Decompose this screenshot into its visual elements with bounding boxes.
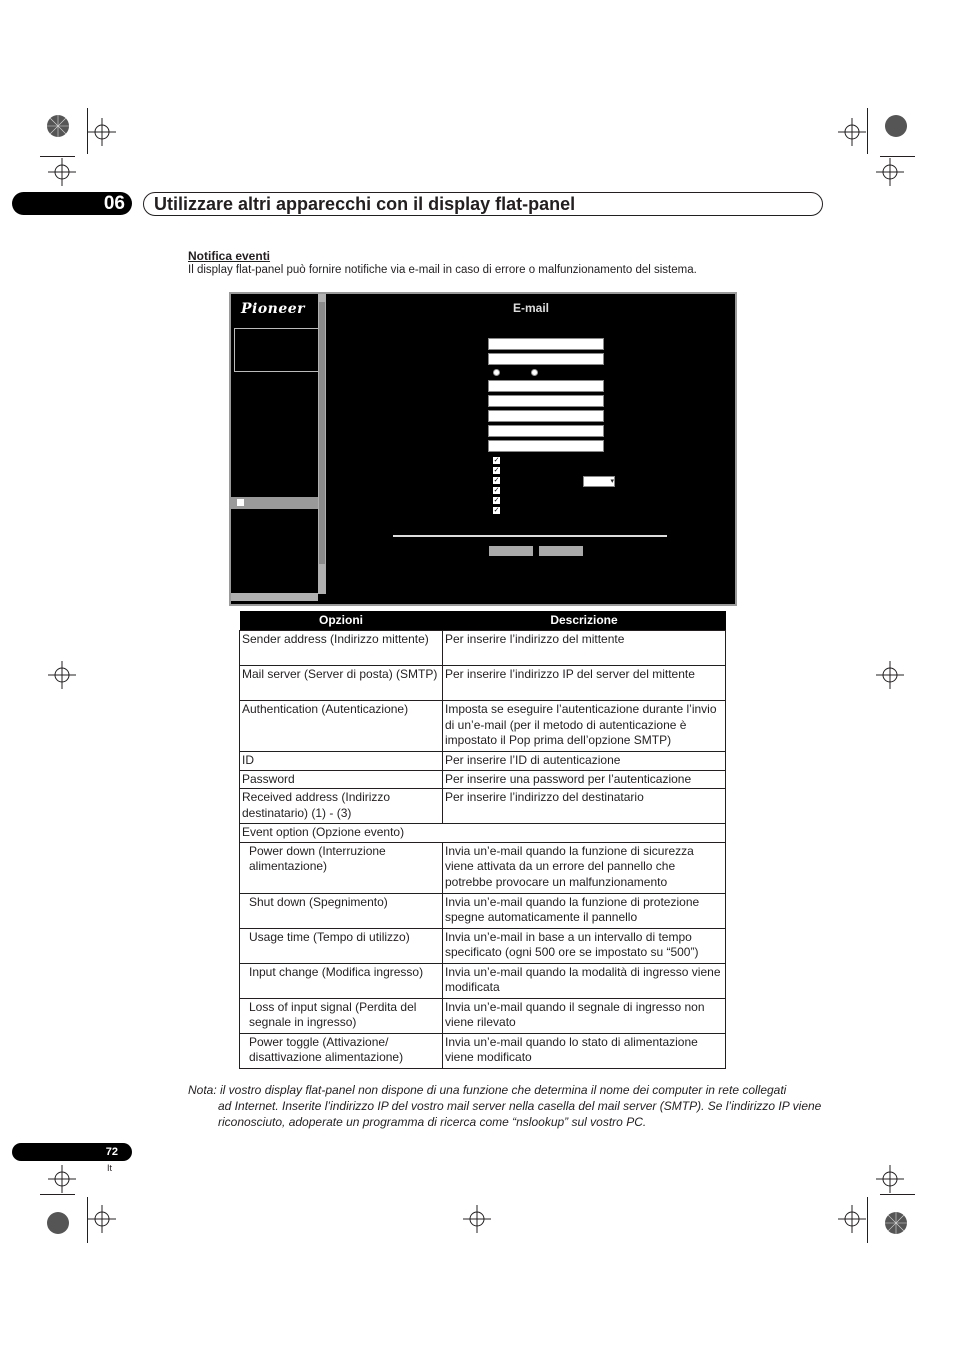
- description-cell: Per inserire l’indirizzo del destinatario: [443, 789, 726, 824]
- description-cell: Invia un’e-mail quando la modalità di ingresso viene modificata: [443, 963, 726, 998]
- table-row: [240, 631, 726, 666]
- power-down-checkbox: ✓: [493, 457, 500, 464]
- password-field: [488, 395, 604, 407]
- table-row: [240, 666, 726, 701]
- usage-time-checkbox: ✓: [493, 477, 500, 484]
- received-address-2-field: [488, 425, 604, 437]
- received-address-1-field: [488, 410, 604, 422]
- table-row: [240, 701, 726, 752]
- option-cell: Mail server (Server di posta) (SMTP): [240, 666, 443, 701]
- crosshair-icon: [838, 1205, 866, 1233]
- table-row: [240, 842, 726, 893]
- chapter-title-box: [143, 192, 823, 216]
- page-number-badge: [12, 1143, 132, 1161]
- option-cell: Authentication (Autenticazione): [240, 701, 443, 752]
- sender-address-field: [488, 338, 604, 350]
- screenshot-title: E-mail: [512, 301, 549, 315]
- description-cell: Invia un’e-mail quando la funzione di protezione spegne automaticamente il pannello: [443, 893, 726, 928]
- section-intro: Il display flat-panel può fornire notifiche via e-mail in caso di errore o malfunzionamento del sistema.: [188, 264, 697, 276]
- crosshair-icon: [48, 1165, 76, 1193]
- note-rest: ad Internet. Inserite l’indirizzo IP del vostro mail server nella casella del mail server (SMTP). Se l’indirizzo IP viene riconosciuto, adoperate un programma di ricerca come “nslookup” sul vostro PC.: [218, 1099, 822, 1129]
- option-cell: Power down (Interruzione alimentazione): [240, 842, 443, 893]
- power-toggle-checkbox: ✓: [493, 507, 500, 514]
- description-cell: Per inserire l’indirizzo IP del server del mittente: [443, 666, 726, 701]
- pioneer-logo: Pioneer: [241, 301, 306, 317]
- horizontal-scrollbar: [231, 593, 318, 601]
- sidebar-box: [234, 328, 320, 372]
- input-change-checkbox: ✓: [493, 487, 500, 494]
- crosshair-icon: [876, 661, 904, 689]
- screenshot-button-2: [539, 546, 583, 556]
- options-table: [239, 611, 726, 1069]
- note-lead: Nota: il vostro display flat-panel non dispone di una funzione che determina il nome dei computer in rete collegati: [188, 1083, 787, 1097]
- option-cell: Shut down (Spegnimento): [240, 893, 443, 928]
- crosshair-icon: [48, 158, 76, 186]
- screenshot-divider: [393, 535, 667, 537]
- registration-mark-icon: [878, 1205, 918, 1245]
- registration-mark-icon: [878, 108, 918, 148]
- option-cell: Power toggle (Attivazione/ disattivazione alimentazione): [240, 1033, 443, 1068]
- description-cell: Per inserire l’ID di autenticazione: [443, 752, 726, 771]
- language-code: It: [107, 1163, 113, 1173]
- section-heading: Notifica eventi: [188, 249, 271, 263]
- screenshot-button-1: [489, 546, 533, 556]
- email-settings-screenshot: [229, 292, 737, 606]
- table-row: [240, 1033, 726, 1068]
- crosshair-icon: [876, 158, 904, 186]
- crosshair-icon: [88, 118, 116, 146]
- option-cell: Usage time (Tempo di utilizzo): [240, 928, 443, 963]
- usage-time-select: [583, 476, 615, 487]
- crosshair-icon: [88, 1205, 116, 1233]
- table-row: [240, 770, 726, 789]
- description-cell: Invia un’e-mail quando il segnale di ingresso non viene rilevato: [443, 998, 726, 1033]
- chapter-number: 06: [103, 193, 125, 214]
- table-row: [240, 752, 726, 771]
- scrollbar-thumb: [319, 302, 325, 564]
- id-field: [488, 380, 604, 392]
- mail-server-field: [488, 353, 604, 365]
- description-cell: Per inserire l’indirizzo del mittente: [443, 631, 726, 666]
- chapter-number-badge: [12, 192, 132, 215]
- option-cell: Received address (Indirizzo destinatario) (1) - (3): [240, 789, 443, 824]
- option-cell: Input change (Modifica ingresso): [240, 963, 443, 998]
- vertical-scrollbar: [318, 294, 326, 594]
- option-cell: ID: [240, 752, 443, 771]
- description-cell: Per inserire una password per l’autenticazione: [443, 770, 726, 789]
- option-cell: Password: [240, 770, 443, 789]
- crosshair-icon: [838, 118, 866, 146]
- event-option-label: Event option (Opzione evento): [240, 824, 726, 843]
- authentication-radio-off: [493, 369, 500, 376]
- table-row: [240, 789, 726, 824]
- note: [188, 1082, 828, 1130]
- authentication-radio-on: [531, 369, 538, 376]
- event-option-row: [240, 824, 726, 843]
- table-row: [240, 998, 726, 1033]
- table-header-description: Descrizione: [443, 611, 726, 631]
- shut-down-checkbox: ✓: [493, 467, 500, 474]
- table-row: [240, 928, 726, 963]
- crosshair-icon: [876, 1165, 904, 1193]
- crosshair-icon: [463, 1205, 491, 1233]
- sidebar-selected-item: [231, 497, 318, 509]
- registration-mark-icon: [40, 108, 80, 148]
- description-cell: Invia un’e-mail quando lo stato di alimentazione viene modificato: [443, 1033, 726, 1068]
- page-number: 72: [105, 1146, 118, 1158]
- option-cell: Sender address (Indirizzo mittente): [240, 631, 443, 666]
- screenshot-sidebar: [231, 294, 319, 594]
- table-header-options: Opzioni: [240, 611, 443, 631]
- table-header-row: [240, 611, 726, 631]
- table-row: [240, 893, 726, 928]
- registration-mark-icon: [40, 1205, 80, 1245]
- description-cell: Invia un’e-mail in base a un intervallo di tempo specificato (ogni 500 ore se impostato su “500”): [443, 928, 726, 963]
- received-address-3-field: [488, 440, 604, 452]
- crosshair-icon: [48, 661, 76, 689]
- chapter-title: Utilizzare altri apparecchi con il display flat-panel: [154, 194, 576, 214]
- loss-of-signal-checkbox: ✓: [493, 497, 500, 504]
- table-row: [240, 963, 726, 998]
- sidebar-item-square-icon: [237, 499, 244, 506]
- description-cell: Imposta se eseguire l’autenticazione durante l’invio di un’e-mail (per il metodo di autenticazione è impostato il Pop prima dell’opzione SMTP): [443, 701, 726, 752]
- description-cell: Invia un’e-mail quando la funzione di sicurezza viene attivata da un errore del pannello che potrebbe provocare un malfunzionamento: [443, 842, 726, 893]
- chevron-down-icon: ▾: [610, 478, 614, 485]
- option-cell: Loss of input signal (Perdita del segnale in ingresso): [240, 998, 443, 1033]
